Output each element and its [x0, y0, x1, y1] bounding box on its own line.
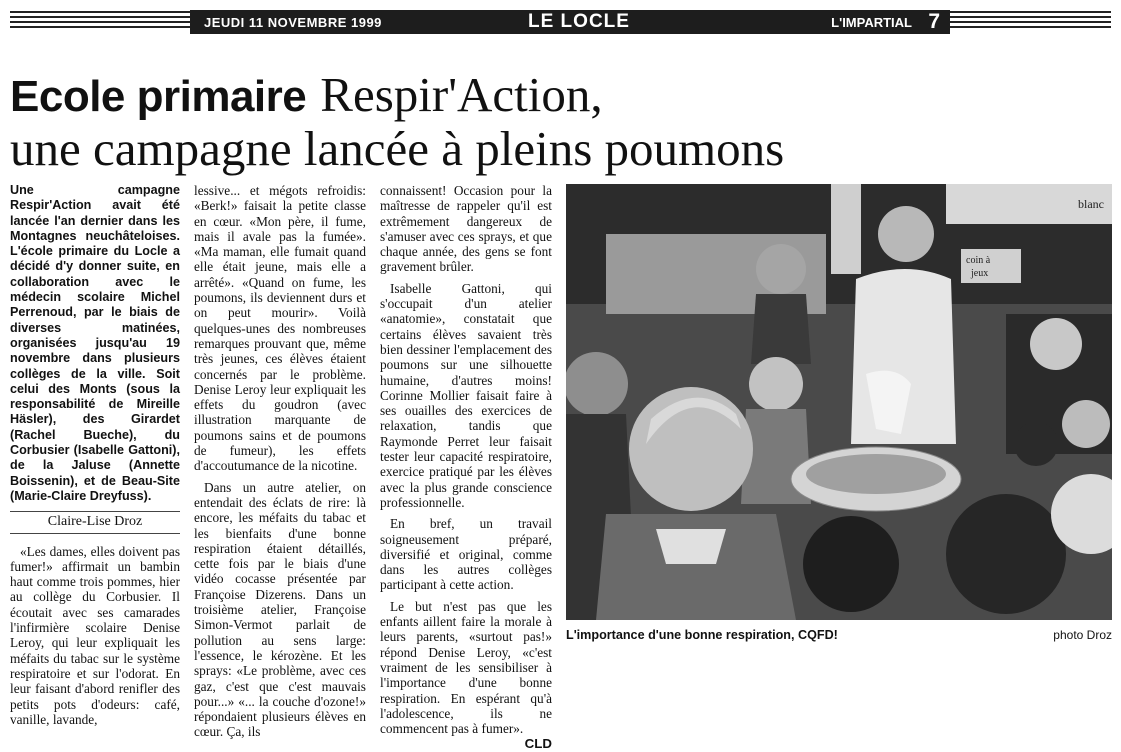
article-photo: [566, 184, 1112, 620]
page-number: 7: [928, 10, 940, 33]
article-byline: Claire-Lise Droz: [10, 511, 180, 533]
header-rule-left: [10, 11, 190, 33]
article-column-1: [10, 183, 180, 733]
article-lead: Une campagne Respir'Action avait été lancée l'an dernier dans les Montagnes neuchâteloises. L'école primaire du Locle a décidé d'y donner suite, en collaboration avec le médecin scolaire Michel Perrenoud, par le biais de diverses matinées, organisées jusqu'au 19 novembre dans plusieurs collèges de la ville. Soit celui des Monts (sous la responsabilité de Mireille Häsler), des Girardet (Rachel Bueche), du Corbusier (Isabelle Gattoni), de la Jaluse (Annette Boissenin), et de Beau-Site (Marie-Claire Dreyfuss).: [10, 183, 180, 503]
article-paragraph: [380, 598, 552, 752]
header-rule-right: [950, 11, 1111, 33]
article-column-3: [380, 183, 552, 752]
article-paragraph: lessive... et mégots refroidis: «Berk!» faisait la petite classe en cœur. «Mon père, il fume, mais il avale pas la fumée». «Ma maman, elle fumait quand elle était jeune, mais elle a arrêté». «Quand on fume, les poumons, ils deviennent durs et on peut mourir». Voilà quelques-unes des nombreuses remarques prouvant que, même très jeunes, ces élèves étaient concernés par le problème. Denise Leroy leur expliquait les effets du goudron (avec illustration marquante de poumons sains et de poumons de fumeur), les effets d'accoutumance de la nicotine.: [194, 183, 366, 474]
photo-sign-top: blanc: [1078, 197, 1104, 211]
classroom-photo-illustration: [566, 184, 1112, 620]
newspaper-name: L'IMPARTIAL: [831, 15, 912, 30]
article-kicker: Ecole primaire: [10, 72, 307, 121]
article-paragraph: «Les dames, elles doivent pas fumer!» affirmait un bambin haut comme trois pommes, hier au collège du Corbusier. Il écoutait avec ses camarades l'infirmière scolaire Denise Leroy, qui leur expliquait les méfaits du tabac sur le système respiratoire et sur l'odorat. En leur faisant d'abord renifler des petits pots d'odeurs: café, vanille, lavande,: [10, 543, 180, 727]
photo-sign-label-1: coin à: [966, 255, 991, 266]
photo-credit: photo Droz: [1053, 628, 1112, 642]
page-header: [10, 8, 1111, 36]
article-paragraph: En bref, un travail soigneusement préparé, diversifié et original, comme dans les autres collèges participant à cette action.: [380, 516, 552, 593]
section-title: LE LOCLE: [528, 11, 630, 32]
photo-sign-label-2: jeux: [971, 268, 989, 279]
headline-line-1: [10, 67, 603, 122]
issue-date: JEUDI 11 NOVEMBRE 1999: [204, 15, 382, 30]
headline-part-1: Respir'Action,: [320, 67, 603, 122]
article-signature: CLD: [524, 736, 552, 752]
photo-caption: L'importance d'une bonne respiration, CQFD!: [566, 628, 838, 642]
article-paragraph-text: Le but n'est pas que les enfants aillent faire la morale à leurs parents, «surtout pas!» répond Denise Leroy, «c'est vraiment de les sensibiliser à l'importance d'une bonne respiration. En espérant qu'à l'adolescence, ils ne commencent pas à fumer».: [380, 598, 552, 737]
article-paragraph: connaissent! Occasion pour la maîtresse de rappeler qu'il est extrêmement dangereux de s'amuser avec ces sprays, et que chaque année, des gens se font gravement brûler.: [380, 183, 552, 275]
article-column-2: [194, 183, 366, 746]
header-bar: [190, 10, 950, 34]
article-paragraph: Dans un autre atelier, on entendait des éclats de rire: là encore, les méfaits du tabac et les bienfaits d'une bonne respiration étaient détaillés, cette fois par le biais d'une vidéo cocasse présentée par Françoise Dizerens. Dans un troisième atelier, Françoise Simon-Vermot parlait de pollution au sens large: l'essence, le kérozène. Et les sprays: «Le problème, avec ces gaz, c'est que c'est mauvais pour...» «... la couche d'ozone!» répondaient plusieurs élèves en cœur. Ça, ils: [194, 479, 366, 740]
headline-line-2: une campagne lancée à pleins poumons: [10, 121, 785, 176]
article-paragraph: Isabelle Gattoni, qui s'occupait d'un atelier «anatomie», constatait que certains élèves savaient très bien dessiner l'emplacement des poumons sur une silhouette humaine, d'autres moins! Corinne Mollier faisait faire à ses ouailles des exercices de relaxation, tandis que Raymonde Perret leur faisait tester leur capacité respiratoire, exercice pratiqué par les élèves avec la plus grande conscience professionnelle.: [380, 280, 552, 510]
